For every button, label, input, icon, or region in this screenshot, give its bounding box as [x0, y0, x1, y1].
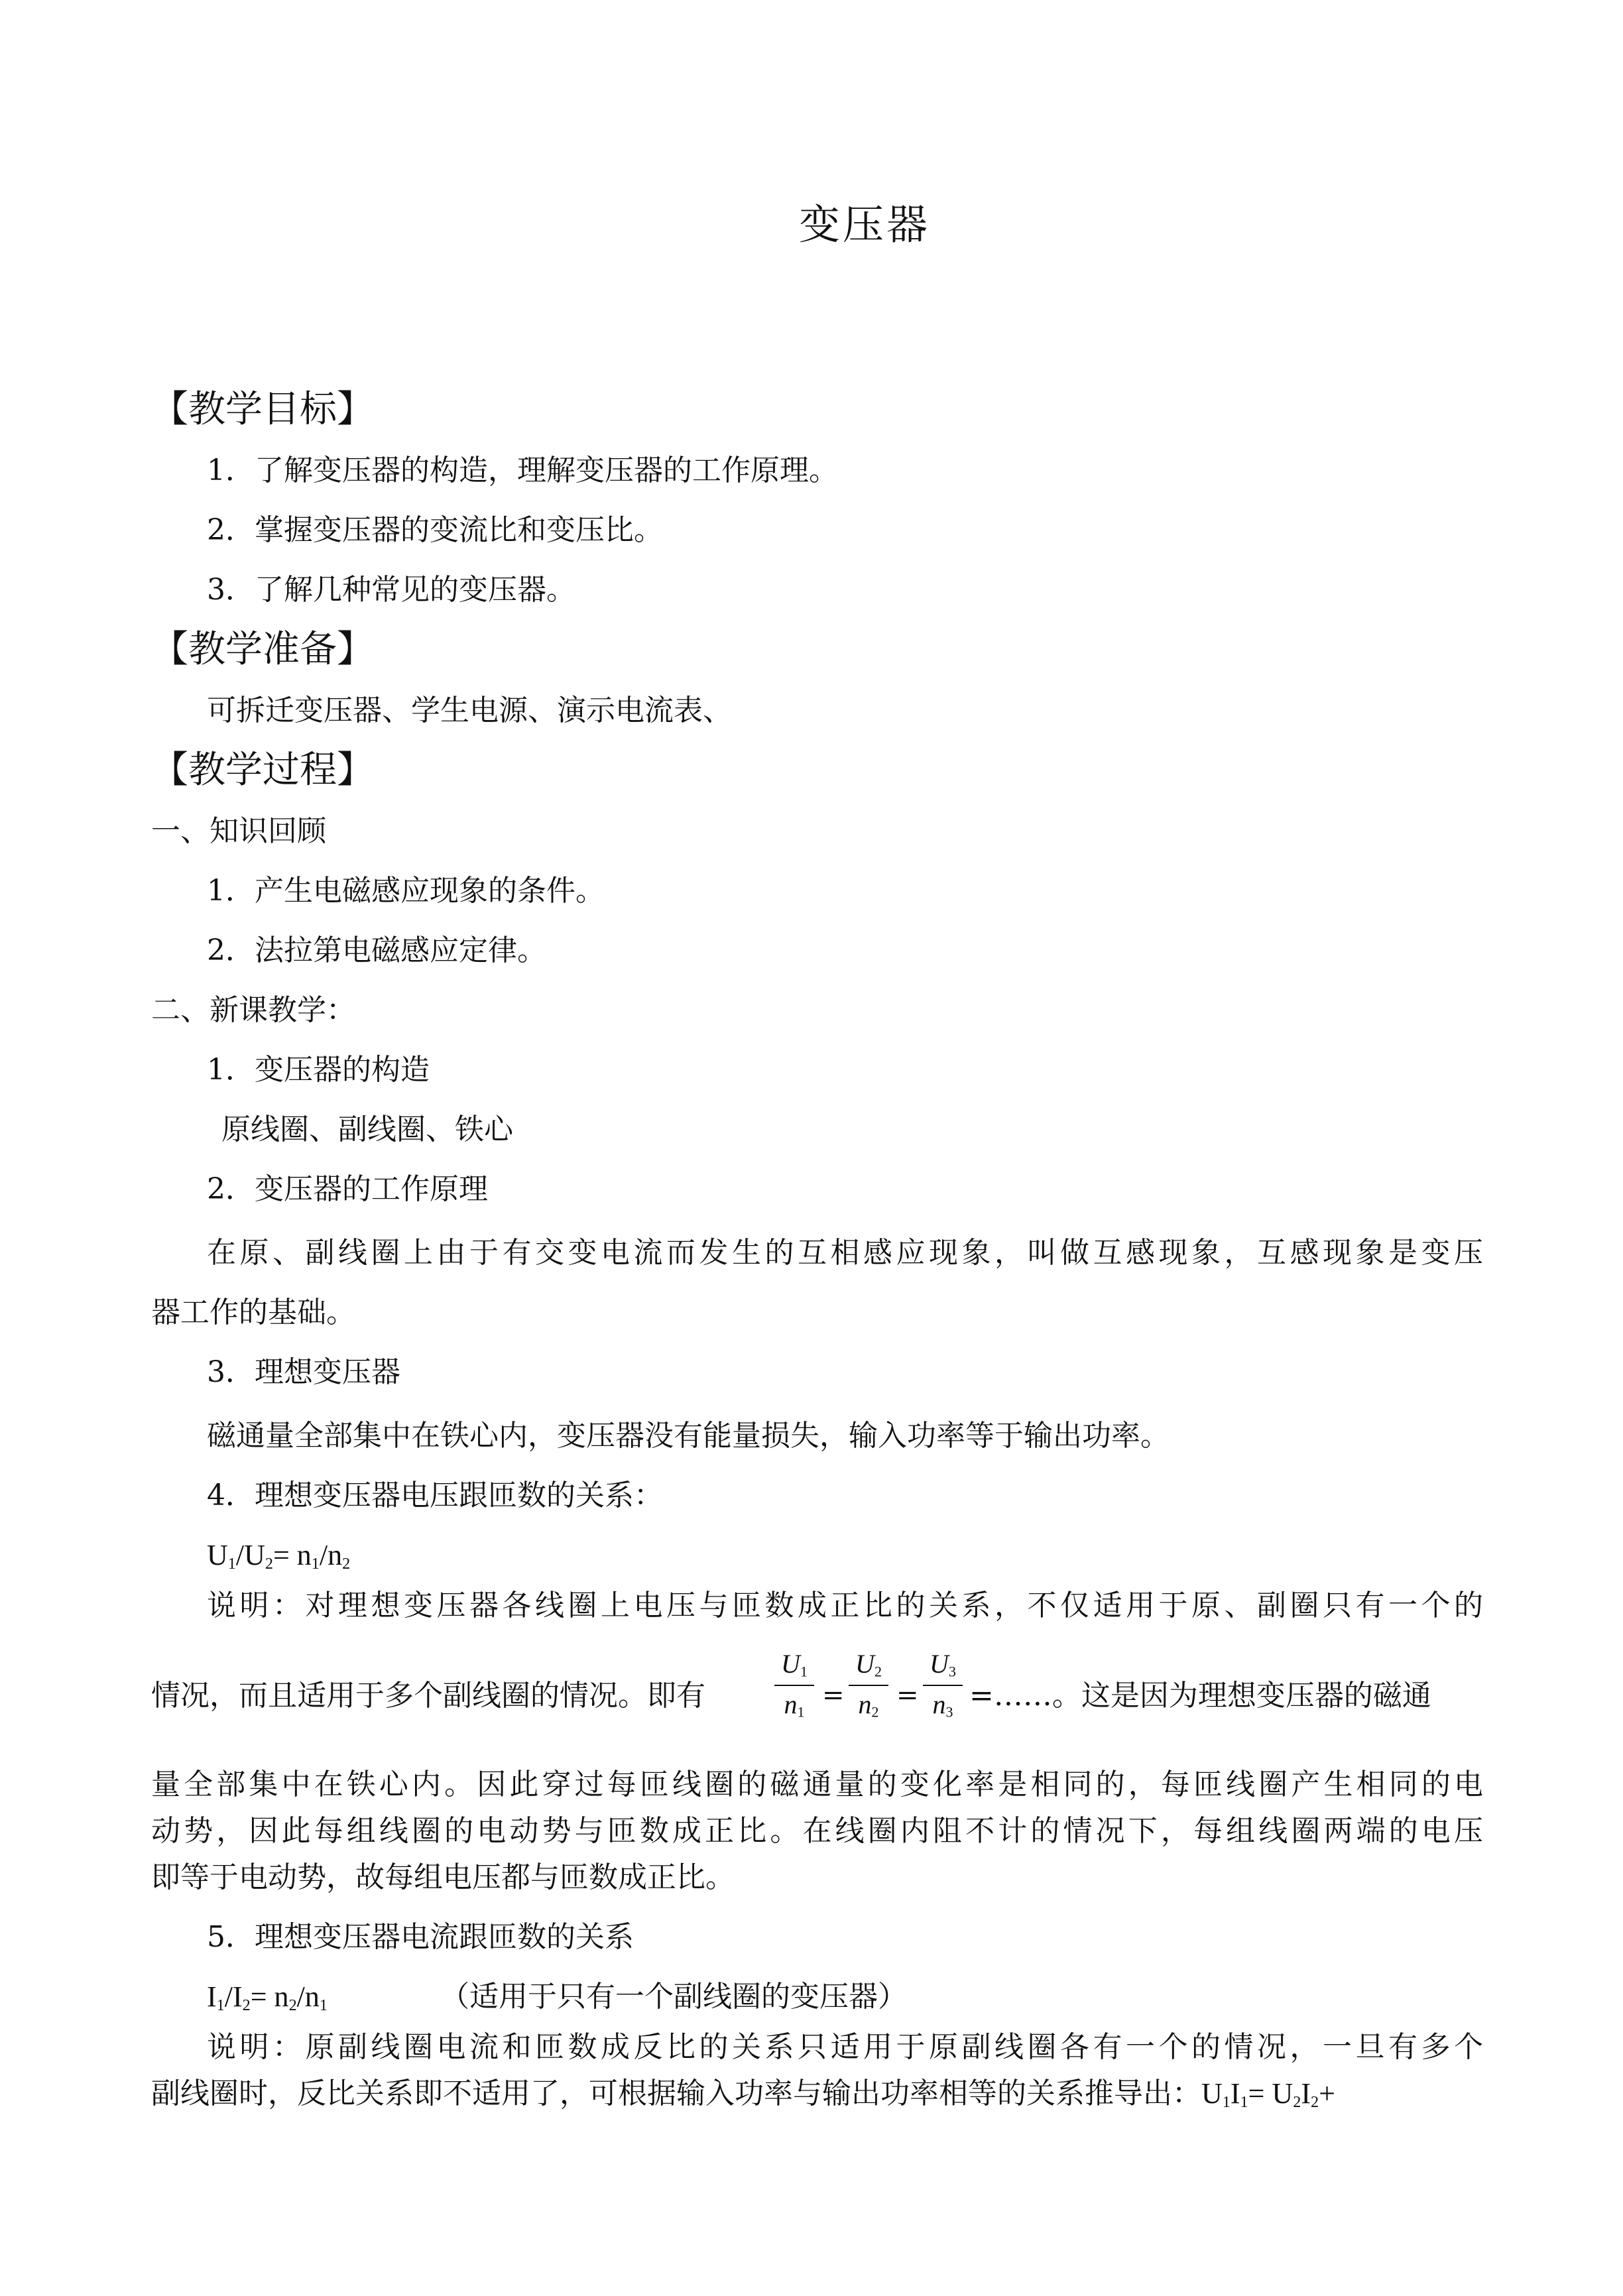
subheading-ideal: 3．理想变压器 — [207, 1355, 400, 1389]
equals-sign: = — [896, 1680, 919, 1711]
part1-item: 2．法拉第电磁感应定律。 — [207, 934, 546, 967]
voltage-note-line: 即等于电动势，故每组电压都与匝数成正比。 — [151, 1860, 735, 1894]
page-title: 变压器 — [799, 200, 931, 249]
section-heading-goals: 【教学目标】 — [151, 388, 374, 431]
part2-heading: 二、新课教学： — [151, 993, 355, 1027]
section-heading-process: 【教学过程】 — [151, 749, 374, 792]
subheading-structure: 1．变压器的构造 — [207, 1053, 430, 1087]
section-heading-prep: 【教学准备】 — [151, 628, 374, 671]
fraction-u3-n3: $U_3$ $n_3$ — [923, 1651, 963, 1719]
goal-item: 2．掌握变压器的变流比和变压比。 — [207, 513, 663, 547]
prep-text: 可拆迁变压器、学生电源、演示电流表、 — [207, 694, 732, 727]
part1-heading: 一、知识回顾 — [151, 814, 326, 848]
subheading-principle: 2．变压器的工作原理 — [207, 1172, 488, 1206]
goal-item: 1．了解变压器的构造，理解变压器的工作原理。 — [207, 453, 838, 487]
equals-sign: = — [822, 1680, 845, 1711]
current-formula: $I_1/I_2= n_2/n_1$ — [207, 1980, 328, 2015]
subheading-voltage: 4．理想变压器电压跟匝数的关系： — [207, 1479, 663, 1512]
subheading-current: 5．理想变压器电流跟匝数的关系 — [207, 1920, 634, 1954]
principle-line: 在原、副线圈上由于有交变电流而发生的互相感应现象，叫做互感现象，互感现象是变压 — [207, 1236, 1483, 1270]
voltage-note-line: 情况，而且适用于多个副线圈的情况。即有 — [151, 1679, 705, 1713]
principle-line: 器工作的基础。 — [151, 1296, 355, 1329]
goal-item: 3．了解几种常见的变压器。 — [207, 573, 575, 607]
voltage-formula: $U_1/U_2= n_1/n_2$ — [207, 1539, 351, 1573]
voltage-note-line: =……。这是因为理想变压器的磁通 — [969, 1679, 1431, 1713]
current-note-line: 说明：原副线圈电流和匝数成反比的关系只适用于原副线圈各有一个的情况，一旦有多个 — [207, 2030, 1483, 2064]
voltage-note-line: 动势，因此每组线圈的电动势与匝数成正比。在线圈内阻不计的情况下，每组线圈两端的电压 — [151, 1814, 1483, 1848]
voltage-note-line: 说明：对理想变压器各线圈上电压与匝数成正比的关系，不仅适用于原、副圈只有一个的 — [207, 1589, 1483, 1622]
current-formula-remark: （适用于只有一个副线圈的变压器） — [440, 1980, 907, 2014]
current-note-line: 副线圈时，反比关系即不适用了，可根据输入功率与输出功率相等的关系推导出：$U_1I_1= U_2I_2+$ — [151, 2077, 1335, 2112]
structure-text: 原线圈、副线圈、铁心 — [221, 1113, 513, 1146]
part1-item: 1．产生电磁感应现象的条件。 — [207, 874, 605, 908]
fraction-u2-n2: $U_2$ $n_2$ — [849, 1651, 888, 1719]
fraction-u1-n1: $U_1$ $n_1$ — [774, 1651, 814, 1719]
ideal-text: 磁通量全部集中在铁心内，变压器没有能量损失，输入功率等于输出功率。 — [207, 1419, 1170, 1453]
voltage-note-line: 量全部集中在铁心内。因此穿过每匝线圈的磁通量的变化率是相同的，每匝线圈产生相同的电 — [151, 1768, 1483, 1801]
